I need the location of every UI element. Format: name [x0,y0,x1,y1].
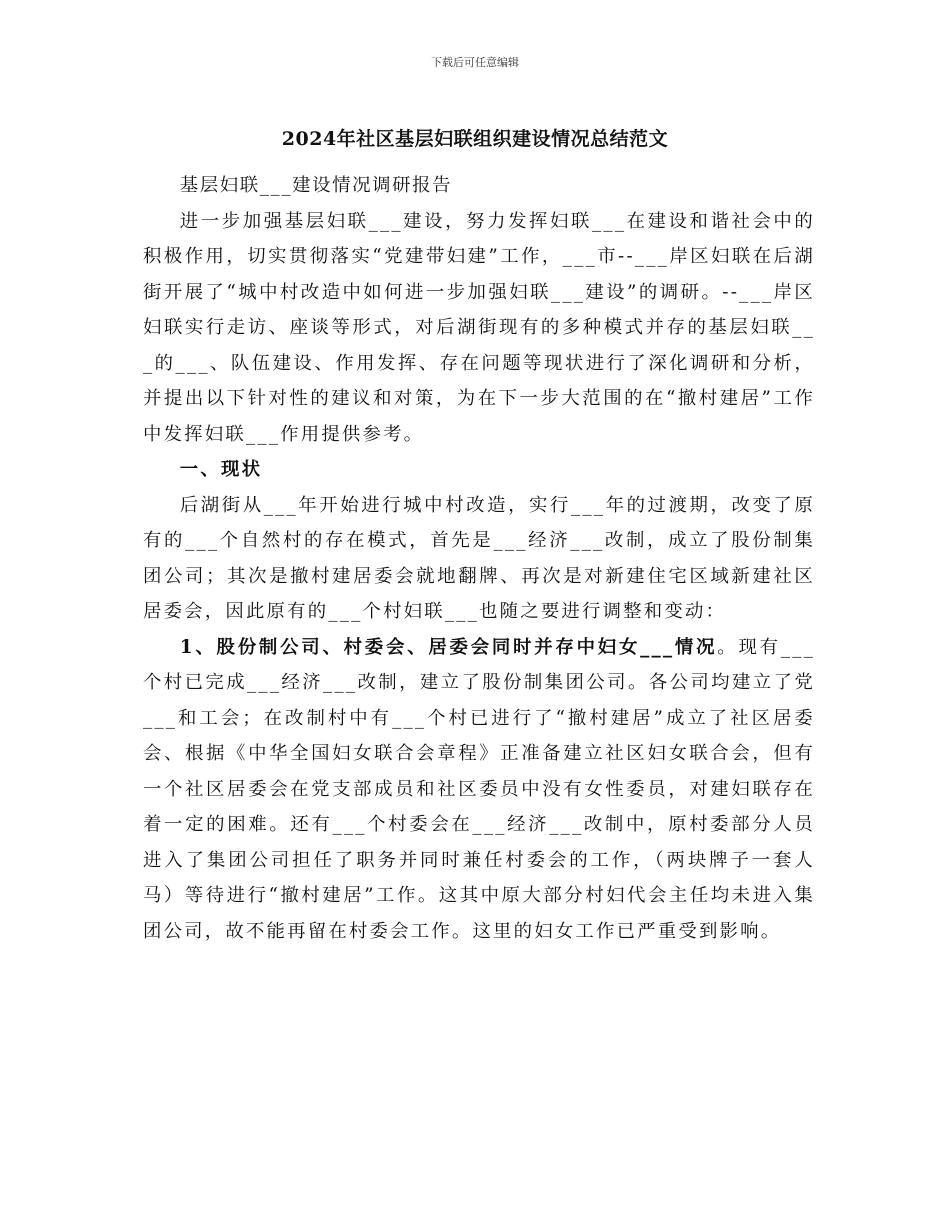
item-1-lead: 1、股份制公司、村委会、居委会同时并存中妇女___情况 [179,636,718,658]
intro-paragraph: 进一步加强基层妇联___建设，努力发挥妇联___在建设和谐社会中的积极作用，切实贯彻落实“党建带妇建”工作，___市--___岸区妇联在后湖街开展了“城中村改造中如何进一步加强妇联___建设”的调研。--___岸区妇联实行走访、座谈等形式，对后湖街现有的多种模式并存的基层妇联___的___、队伍建设、作用发挥、存在问题等现状进行了深化调研和分析，并提出以下针对性的建议和对策，为在下一步大范围的在“撤村建居”工作中发挥妇联___作用提供参考。 [143,210,815,445]
section-heading-status: 一、现状 [179,459,263,480]
report-subtitle: 基层妇联___建设情况调研报告 [179,175,453,196]
document-body [143,168,815,949]
item-1-text: 。现有___个村已完成___经济___改制，建立了股份制集团公司。各公司均建立了党___和工会；在改制村中有___个村已进行了“撤村建居”成立了社区居委会、根据《中华全国妇女联合会章程》正准备建立社区妇女联合会，但有一个社区居委会在党支部成员和社区委员中没有女性委员，对建妇联存在着一定的困难。还有___个村委会在___经济___改制中，原村委部分人员进入了集团公司担任了职务并同时兼任村委会的工作，（两块牌子一套人马）等待进行“撤村建居”工作。这其中原大部分村妇代会主任均未进入集团公司，故不能再留在村委会工作。这里的妇女工作已严重受到影响。 [143,636,815,942]
item-1-paragraph [143,630,815,950]
document-title: 2024年社区基层妇联组织建设情况总结范文 [281,128,669,150]
header-note: 下载后可任意编辑 [431,56,519,69]
status-paragraph: 后湖街从___年开始进行城中村改造，实行___年的过渡期，改变了原有的___个自然村的存在模式，首先是___经济___改制，成立了股份制集团公司；其次是撤村建居委会就地翻牌、再次是对新建住宅区域新建社区居委会，因此原有的___个村妇联___也随之要进行调整和变动： [143,494,815,622]
